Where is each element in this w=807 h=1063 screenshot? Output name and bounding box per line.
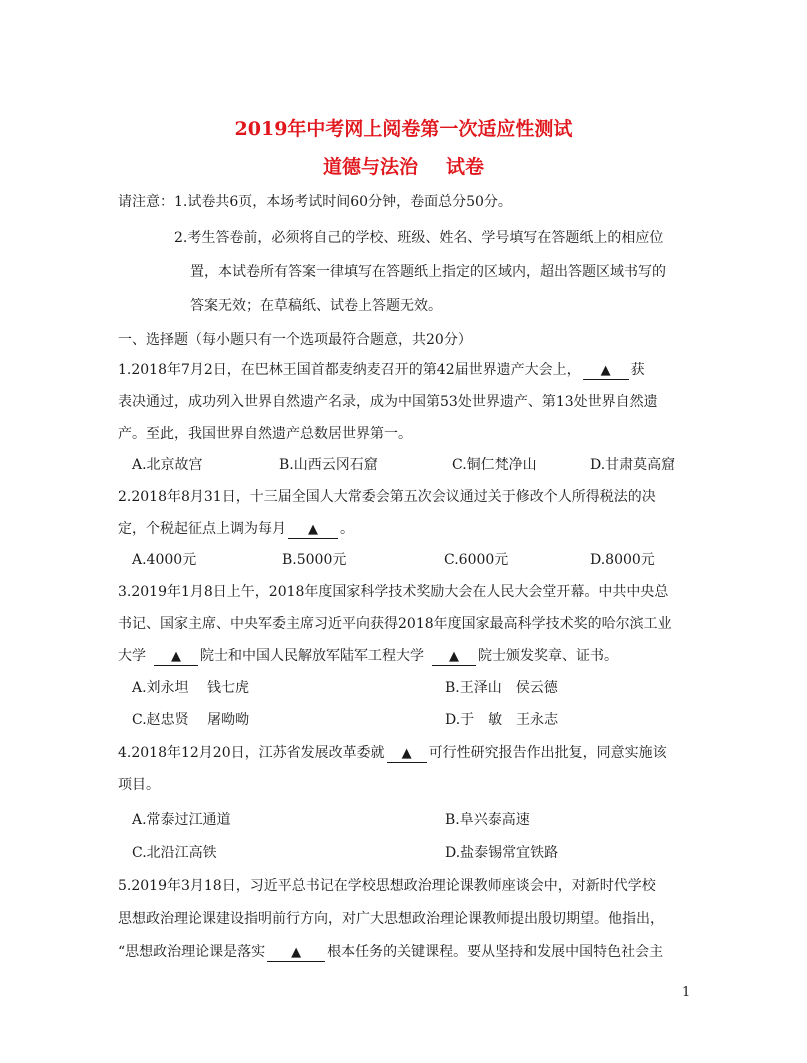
- notice-item-2-line-2: 置，本试卷所有答案一律填写在答题纸上指定的区域内，超出答题区域书写的: [190, 264, 666, 280]
- notice-item-2-line-1: 2.考生答卷前，必须将自己的学校、班级、姓名、学号填写在答题纸上的相应位: [174, 230, 664, 246]
- question-text: 院士和中国人民解放军陆军工程大学: [200, 648, 424, 664]
- question-4-option-d: D.盐泰锡常宜铁路: [445, 845, 559, 861]
- question-5-line-2: 思想政治理论课建设指明前行方向，对广大思想政治理论课教师提出殷切期望。他指出，: [118, 911, 664, 927]
- question-3-option-b: B.王泽山 侯云德: [445, 680, 558, 696]
- question-text: 定，个税起征点上调为每月: [118, 521, 286, 537]
- answer-blank: [387, 746, 427, 763]
- question-2-option-a: A.4000元: [132, 552, 197, 568]
- question-text: 可行性研究报告作出批复，同意实施该: [428, 745, 667, 761]
- question-text: 根本任务的关键课程。要从坚持和发展中国特色社会主: [327, 944, 664, 960]
- question-3-option-d: D.于 敏 王永志: [445, 712, 559, 728]
- answer-blank: [267, 945, 325, 962]
- question-2-option-d: D.8000元: [590, 552, 655, 568]
- notice-label: 请注意：: [118, 194, 174, 210]
- question-text: 获: [630, 362, 645, 378]
- answer-blank: [288, 522, 338, 539]
- notice-item-1: 1.试卷共6页，本场考试时间60分钟，卷面总分50分。: [174, 194, 512, 210]
- question-2-line-2: [118, 519, 354, 539]
- triangle-icon: ▲: [449, 649, 459, 664]
- triangle-icon: ▲: [171, 649, 181, 664]
- subject-name: 道德与法治: [322, 156, 418, 178]
- answer-blank: [154, 649, 198, 666]
- triangle-icon: ▲: [600, 363, 611, 378]
- question-4-option-c: C.北沿江高铁: [132, 845, 217, 861]
- triangle-icon: ▲: [308, 522, 318, 537]
- triangle-icon: ▲: [401, 746, 412, 761]
- question-1-option-b: B.山西云冈石窟: [279, 457, 378, 473]
- question-1-option-c: C.铜仁梵净山: [452, 457, 537, 473]
- question-1-option-a: A.北京故宫: [132, 457, 203, 473]
- question-1-line-2: 表决通过，成功列入世界自然遗产名录，成为中国第53处世界遗产、第13处世界自然遗: [118, 394, 658, 410]
- question-4-line-1: [118, 743, 667, 763]
- question-5-line-3: [118, 942, 663, 962]
- exam-subtitle: [0, 152, 807, 179]
- question-2-option-b: B.5000元: [282, 552, 347, 568]
- paper-label: 试卷: [446, 156, 485, 178]
- triangle-icon: ▲: [291, 945, 302, 960]
- question-4-option-b: B.阜兴泰高速: [445, 812, 530, 828]
- question-1-line-1: [118, 360, 645, 380]
- question-3-line-2: 书记、国家主席、中央军委主席习近平向获得2018年度国家最高科学技术奖的哈尔滨工业: [118, 616, 672, 632]
- question-3-line-3: [118, 646, 618, 666]
- question-2-option-c: C.6000元: [444, 552, 509, 568]
- question-text: 大学: [118, 648, 146, 664]
- question-5-line-1: 5.2019年3月18日，习近平总书记在学校思想政治理论课教师座谈会中，对新时代学校: [118, 878, 656, 894]
- question-3-option-c: C.赵忠贤 屠呦呦: [132, 712, 250, 728]
- question-text: 。: [340, 521, 354, 537]
- page-number: 1: [682, 985, 691, 1000]
- question-3-option-a: A.刘永坦 钱七虎: [132, 680, 250, 696]
- question-2-line-1: 2.2018年8月31日，十三届全国人大常委会第五次会议通过关于修改个人所得税法的决: [118, 489, 656, 505]
- question-text: 4.2018年12月20日，江苏省发展改革委就: [118, 745, 385, 761]
- question-text: “思想政治理论课是落实: [118, 944, 266, 960]
- question-text: 1.2018年7月2日，在巴林王国首都麦纳麦召开的第42届世界遗产大会上，: [118, 362, 581, 378]
- question-4-line-2: 项目。: [118, 777, 160, 793]
- exam-title: 2019年中考网上阅卷第一次适应性测试: [234, 118, 573, 140]
- question-text: 院士颁发奖章、证书。: [478, 648, 618, 664]
- question-1-line-3: 产。至此，我国世界自然遗产总数居世界第一。: [118, 426, 412, 442]
- section-heading: 一、选择题（每小题只有一个选项最符合题意，共20分）: [118, 332, 472, 348]
- answer-blank: [432, 649, 476, 666]
- notice-item-2-line-3: 答案无效；在草稿纸、试卷上答题无效。: [190, 298, 442, 314]
- answer-blank: [583, 363, 629, 380]
- question-3-line-1: 3.2019年1月8日上午，2018年度国家科学技术奖励大会在人民大会堂开幕。中共中央总: [118, 584, 669, 600]
- notice-line-1: [118, 192, 512, 212]
- question-1-option-d: D.甘肃莫高窟: [590, 457, 676, 473]
- question-4-option-a: A.常泰过江通道: [132, 812, 231, 828]
